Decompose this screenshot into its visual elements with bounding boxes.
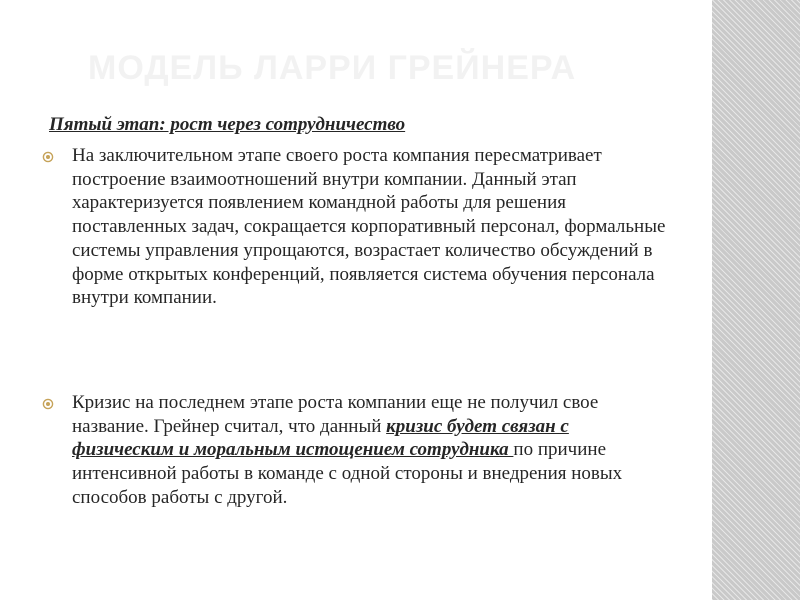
ring-bullet-icon (42, 151, 54, 163)
decorative-side-stripe (712, 0, 800, 600)
crisis-emphasis: кризис будет связан с физическим и моральным истощением сотрудника (72, 415, 569, 461)
crisis-text-end: по причине интенсивной работы в команде с одной стороны и внедрения новых способов работы с другой. (72, 439, 623, 508)
slide-subtitle: Пятый этап: рост через сотрудничество (49, 114, 406, 135)
paragraph-stage-description: На заключительном этапе своего роста компания пересматривает построение взаимоотношений внутри компании. Данный этап характеризуется появлением командной работы для решения поставленных задач, сокращается корпоративный персонал, формальные системы управления упрощаются, возрастает количество обсуждений в форме открытых конференций, появляется система обучения персонала внутри компании. (72, 145, 666, 309)
slide-title: МОДЕЛЬ ЛАРРИ ГРЕЙНЕРА (88, 49, 577, 87)
crisis-text-start: Кризис на последнем этапе роста компании еще не получил свое название. Грейнер считал, что данный (72, 392, 599, 437)
paragraph-crisis-description (72, 391, 672, 510)
ring-bullet-icon (42, 398, 54, 410)
